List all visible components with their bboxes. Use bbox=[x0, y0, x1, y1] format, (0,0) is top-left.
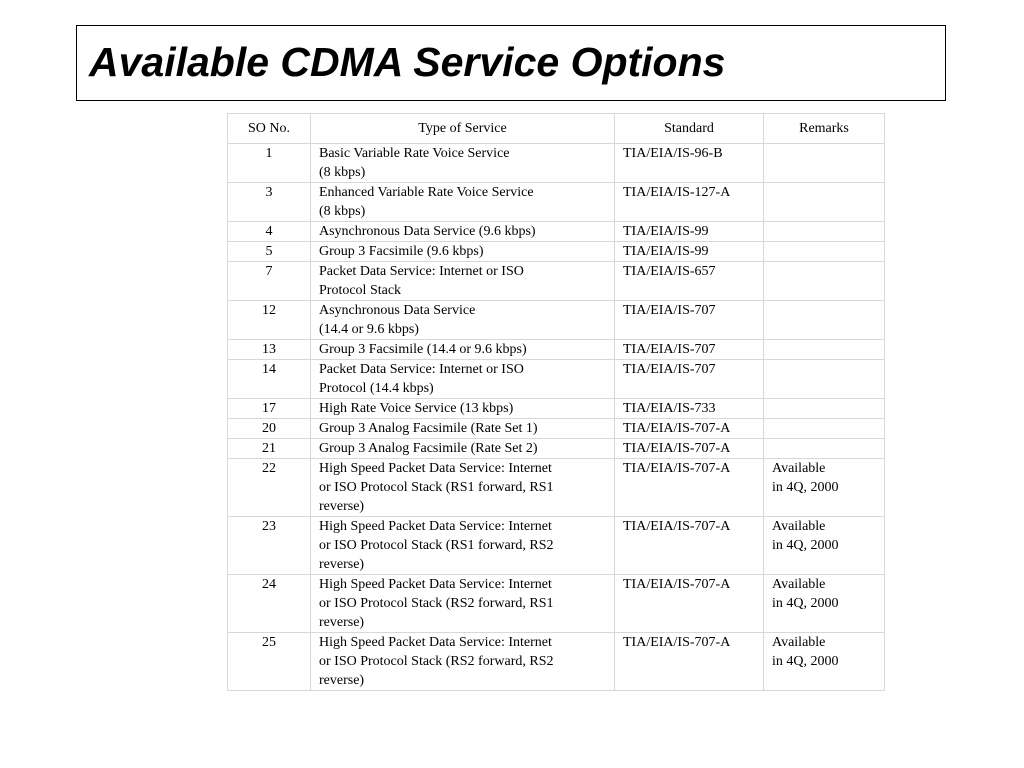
cell-remarks: Available in 4Q, 2000 bbox=[764, 575, 885, 633]
cell-type-of-service: Group 3 Analog Facsimile (Rate Set 2) bbox=[311, 439, 615, 459]
cell-type-of-service: Packet Data Service: Internet or ISO Protocol (14.4 kbps) bbox=[311, 360, 615, 399]
cell-remarks: Available in 4Q, 2000 bbox=[764, 633, 885, 691]
cell-so-number: 14 bbox=[228, 360, 311, 399]
cell-standard: TIA/EIA/IS-99 bbox=[615, 242, 764, 262]
cell-remarks bbox=[764, 301, 885, 340]
table-row bbox=[228, 222, 885, 242]
cell-so-number: 24 bbox=[228, 575, 311, 633]
table-header-row bbox=[228, 114, 885, 144]
cell-so-number: 21 bbox=[228, 439, 311, 459]
cell-standard: TIA/EIA/IS-707-A bbox=[615, 419, 764, 439]
table-row bbox=[228, 301, 885, 340]
cell-type-of-service: Packet Data Service: Internet or ISO Protocol Stack bbox=[311, 262, 615, 301]
column-header-remarks: Remarks bbox=[764, 114, 885, 144]
cell-standard: TIA/EIA/IS-127-A bbox=[615, 183, 764, 222]
column-header-so-no: SO No. bbox=[228, 114, 311, 144]
cell-so-number: 23 bbox=[228, 517, 311, 575]
cell-standard: TIA/EIA/IS-99 bbox=[615, 222, 764, 242]
cell-type-of-service: High Speed Packet Data Service: Internet or ISO Protocol Stack (RS1 forward, RS1 reverse) bbox=[311, 459, 615, 517]
cell-remarks bbox=[764, 144, 885, 183]
cell-so-number: 20 bbox=[228, 419, 311, 439]
cell-so-number: 4 bbox=[228, 222, 311, 242]
cell-type-of-service: Group 3 Facsimile (14.4 or 9.6 kbps) bbox=[311, 340, 615, 360]
cell-type-of-service: Asynchronous Data Service (9.6 kbps) bbox=[311, 222, 615, 242]
slide-title-box bbox=[76, 25, 946, 101]
slide-title: Available CDMA Service Options bbox=[89, 39, 726, 85]
cell-type-of-service: Asynchronous Data Service (14.4 or 9.6 kbps) bbox=[311, 301, 615, 340]
cell-standard: TIA/EIA/IS-707 bbox=[615, 340, 764, 360]
cell-standard: TIA/EIA/IS-96-B bbox=[615, 144, 764, 183]
cell-standard: TIA/EIA/IS-657 bbox=[615, 262, 764, 301]
cell-remarks bbox=[764, 340, 885, 360]
cell-so-number: 22 bbox=[228, 459, 311, 517]
cell-remarks bbox=[764, 399, 885, 419]
cell-so-number: 25 bbox=[228, 633, 311, 691]
cell-so-number: 1 bbox=[228, 144, 311, 183]
cell-remarks bbox=[764, 360, 885, 399]
cell-standard: TIA/EIA/IS-707 bbox=[615, 301, 764, 340]
cell-remarks bbox=[764, 262, 885, 301]
table-row bbox=[228, 633, 885, 691]
service-options-table-container bbox=[227, 113, 884, 691]
cell-remarks bbox=[764, 222, 885, 242]
cell-remarks bbox=[764, 242, 885, 262]
cell-so-number: 7 bbox=[228, 262, 311, 301]
cell-type-of-service: High Speed Packet Data Service: Internet or ISO Protocol Stack (RS2 forward, RS2 reverse) bbox=[311, 633, 615, 691]
cell-type-of-service: High Rate Voice Service (13 kbps) bbox=[311, 399, 615, 419]
cell-so-number: 3 bbox=[228, 183, 311, 222]
cell-type-of-service: Group 3 Facsimile (9.6 kbps) bbox=[311, 242, 615, 262]
cell-standard: TIA/EIA/IS-707-A bbox=[615, 439, 764, 459]
cell-standard: TIA/EIA/IS-733 bbox=[615, 399, 764, 419]
table-row bbox=[228, 575, 885, 633]
table-row bbox=[228, 419, 885, 439]
cell-standard: TIA/EIA/IS-707-A bbox=[615, 517, 764, 575]
table-body bbox=[228, 144, 885, 691]
cell-so-number: 17 bbox=[228, 399, 311, 419]
cell-remarks: Available in 4Q, 2000 bbox=[764, 459, 885, 517]
cell-type-of-service: Enhanced Variable Rate Voice Service (8 kbps) bbox=[311, 183, 615, 222]
table-row bbox=[228, 459, 885, 517]
table-row bbox=[228, 183, 885, 222]
cell-remarks: Available in 4Q, 2000 bbox=[764, 517, 885, 575]
cell-type-of-service: Group 3 Analog Facsimile (Rate Set 1) bbox=[311, 419, 615, 439]
cell-standard: TIA/EIA/IS-707-A bbox=[615, 459, 764, 517]
cell-standard: TIA/EIA/IS-707-A bbox=[615, 633, 764, 691]
table-row bbox=[228, 144, 885, 183]
table-row bbox=[228, 517, 885, 575]
table-row bbox=[228, 360, 885, 399]
table-row bbox=[228, 262, 885, 301]
table-row bbox=[228, 399, 885, 419]
cell-remarks bbox=[764, 419, 885, 439]
cell-standard: TIA/EIA/IS-707 bbox=[615, 360, 764, 399]
table-row bbox=[228, 242, 885, 262]
column-header-type-of-service: Type of Service bbox=[311, 114, 615, 144]
cell-so-number: 5 bbox=[228, 242, 311, 262]
table-row bbox=[228, 439, 885, 459]
column-header-standard: Standard bbox=[615, 114, 764, 144]
cell-remarks bbox=[764, 183, 885, 222]
cell-so-number: 13 bbox=[228, 340, 311, 360]
cell-standard: TIA/EIA/IS-707-A bbox=[615, 575, 764, 633]
cell-type-of-service: Basic Variable Rate Voice Service (8 kbps) bbox=[311, 144, 615, 183]
cell-type-of-service: High Speed Packet Data Service: Internet or ISO Protocol Stack (RS2 forward, RS1 reverse) bbox=[311, 575, 615, 633]
cell-type-of-service: High Speed Packet Data Service: Internet or ISO Protocol Stack (RS1 forward, RS2 reverse) bbox=[311, 517, 615, 575]
cell-so-number: 12 bbox=[228, 301, 311, 340]
service-options-table bbox=[227, 113, 885, 691]
table-header bbox=[228, 114, 885, 144]
cell-remarks bbox=[764, 439, 885, 459]
table-row bbox=[228, 340, 885, 360]
